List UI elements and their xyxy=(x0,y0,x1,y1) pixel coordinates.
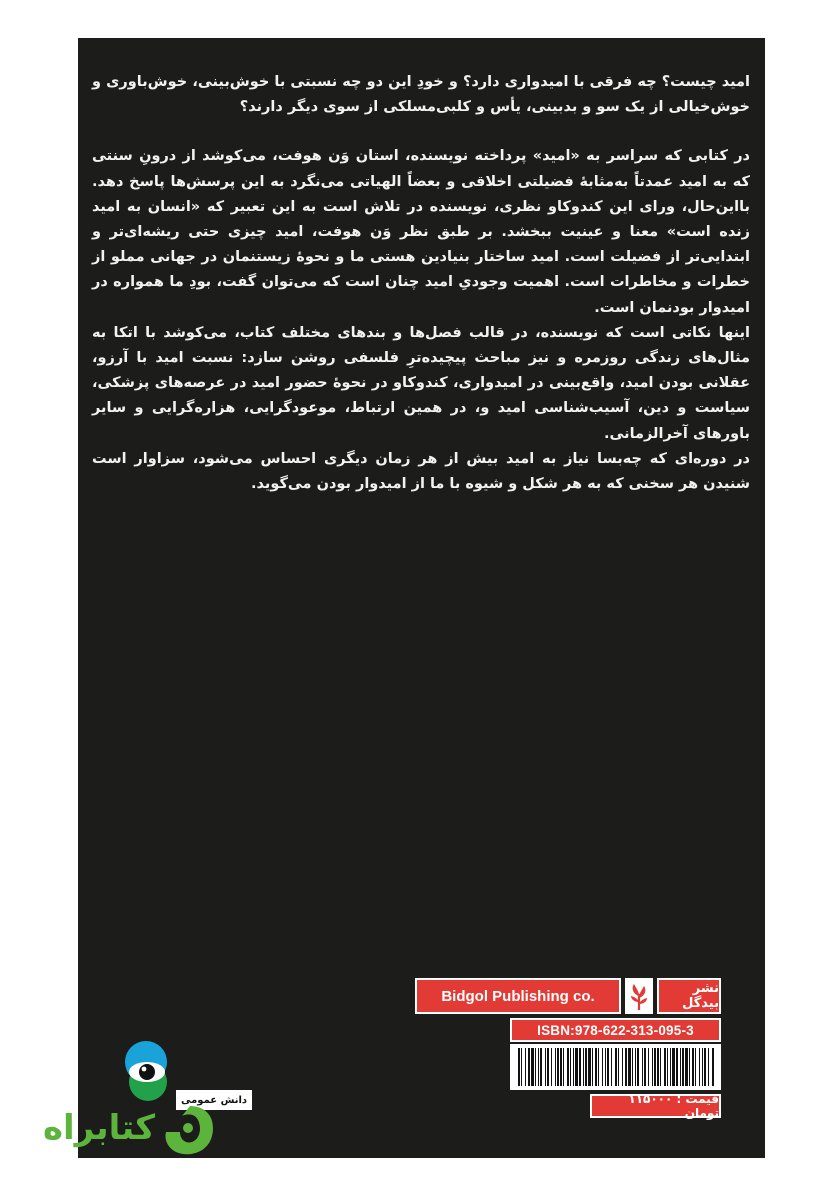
publisher-banner xyxy=(415,978,721,1014)
price-label: قیمت : ۱۱۵۰۰۰ تومان xyxy=(590,1094,721,1118)
back-cover-blurb xyxy=(92,70,750,497)
eye-logo-icon xyxy=(118,1040,178,1102)
blurb-paragraph-3: اینها نکاتی است که نویسنده، در قالب فصل‌ها و بندهای مختلف کتاب، می‌کوشد با اتکا به مثال‌های زندگی روزمره و نیز مباحث پیچیده‌ترِ فلسفی روشن سازد: نسبت امید با آرزو، عقلانی بودن امید، واقع‌بینی در امیدواری، کندوکاو در نحوهٔ حضور امید در عرصه‌های پزشکی، سیاست و دین، آسیب‌شناسی امید و، در همین ارتباط، موعودگرایی، هزاره‌گرایی و سایر باورهای آخرالزمانی. xyxy=(92,324,750,442)
publisher-name-en: Bidgol Publishing co. xyxy=(415,978,621,1014)
isbn-label: ISBN:978-622-313-095-3 xyxy=(510,1018,721,1042)
daneshe-omoomi-label: دانش عمومی xyxy=(176,1090,252,1110)
blurb-paragraph-4: در دوره‌ای که چه‌بسا نیاز به امید بیش از هر زمان دیگری احساس می‌شود، سزاوار است شنیدن هر سخنی که به هر شکل و شیوه با ما از امیدوار بودن می‌گوید. xyxy=(92,450,750,493)
publisher-name-fa: نشر بیدگل xyxy=(657,978,721,1014)
ketabrah-logo-text: کتابراه xyxy=(42,1108,156,1148)
blurb-paragraph-1: امید چیست؟ چه فرقی با امیدواری دارد؟ و خودِ این دو چه نسبتی با خوش‌بینی، خوش‌باوری و خوش‌خیالی از یک سو و بدبینی، یأس و کلبی‌مسلکی از سوی دیگر دارند؟ xyxy=(92,74,750,116)
bidgol-tree-logo-icon xyxy=(625,978,653,1014)
barcode-bars xyxy=(516,1048,715,1086)
barcode xyxy=(510,1044,721,1090)
blurb-paragraph-2: در کتابی که سراسر به «امید» پرداخته نویسنده، استان وَن هوفت، می‌کوشد از درونِ سنتی که به امید عمدتاً به‌مثابهٔ فضیلتی اخلاقی و بعضاً الهیاتی می‌نگرد به این پرسش‌ها پاسخ دهد. بااین‌حال، ورای این کندوکاو نظری، نویسنده در تلاش است به این تعبیر که «انسان به امید زنده است» معنا و عینیت ببخشد. بر طبق نظر وَن هوفت، امید چیزی حتی ریشه‌ای‌تر و ابتدایی‌تر از فضیلت است. امید ساختار بنیادین هستی ما و نحوهٔ زیستنمان در جهانی مملو از خطرات و مخاطرات است. اهمیت وجودیِ امید چنان است که می‌توان گفت، بودِ ما همواره در امیدوار بودنمان است. xyxy=(92,148,750,316)
